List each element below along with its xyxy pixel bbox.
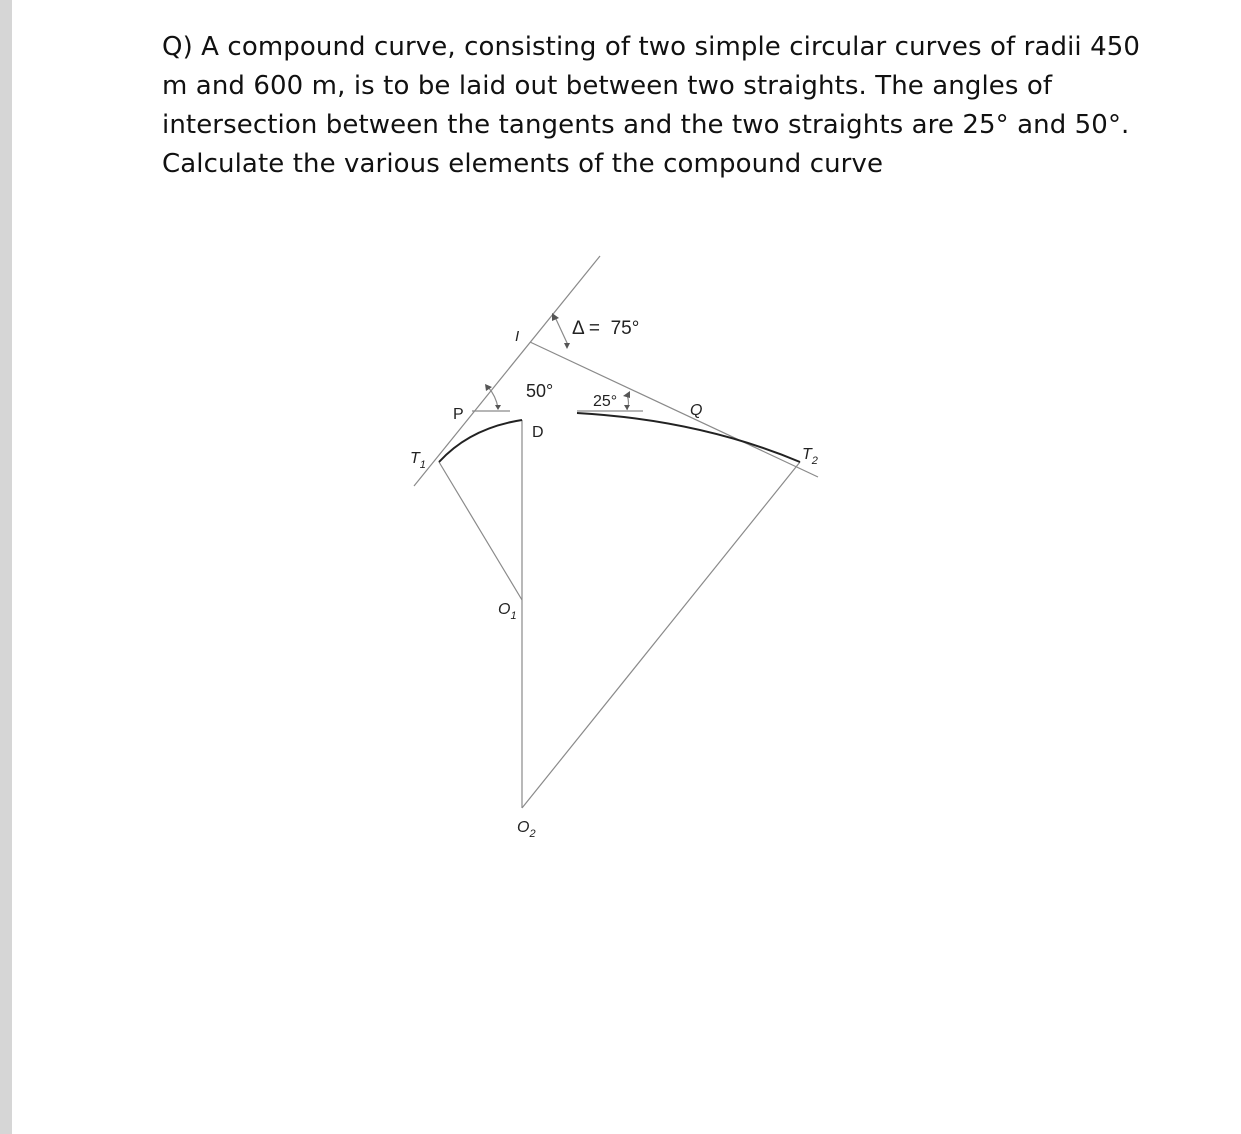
angle-50-arrow-right bbox=[495, 405, 501, 410]
delta-angle-arc bbox=[555, 317, 568, 345]
label-q: Q bbox=[690, 402, 703, 419]
angle-25-arrow-top bbox=[623, 391, 630, 398]
question-text: Q) A compound curve, consisting of two simple circular curves of radii 450 m and 600 m, is to be laid out between two straights. The angles of intersection between the tangents and the two straights are 25° and 50°. Calculate the various elements of the compound curve bbox=[162, 32, 1141, 179]
label-o1: $O_1$ bbox=[498, 601, 517, 622]
curve-arc-radius-1 bbox=[439, 420, 522, 462]
delta-arrow-bottom bbox=[564, 343, 570, 349]
label-d: D bbox=[532, 424, 544, 441]
delta-arrow-top bbox=[552, 313, 559, 321]
second-straight-line bbox=[530, 342, 818, 477]
label-angle-50: 50° bbox=[526, 381, 554, 401]
label-o2: $O_2$ bbox=[517, 819, 536, 840]
label-i: I bbox=[515, 328, 520, 345]
radius-t1-o1 bbox=[439, 462, 522, 600]
label-t2: $T_2$ bbox=[802, 446, 818, 467]
label-angle-25: 25° bbox=[593, 393, 618, 410]
angle-25-arrow-bottom bbox=[624, 405, 630, 410]
label-t1: $T_1$ bbox=[410, 450, 426, 471]
label-p: P bbox=[453, 406, 464, 423]
label-delta: Δ = 75° bbox=[572, 318, 640, 339]
first-straight-line bbox=[414, 256, 600, 486]
curve-arc-radius-2 bbox=[577, 413, 800, 462]
angle-50-arc bbox=[488, 387, 498, 408]
radius-t2-o2 bbox=[522, 462, 800, 808]
